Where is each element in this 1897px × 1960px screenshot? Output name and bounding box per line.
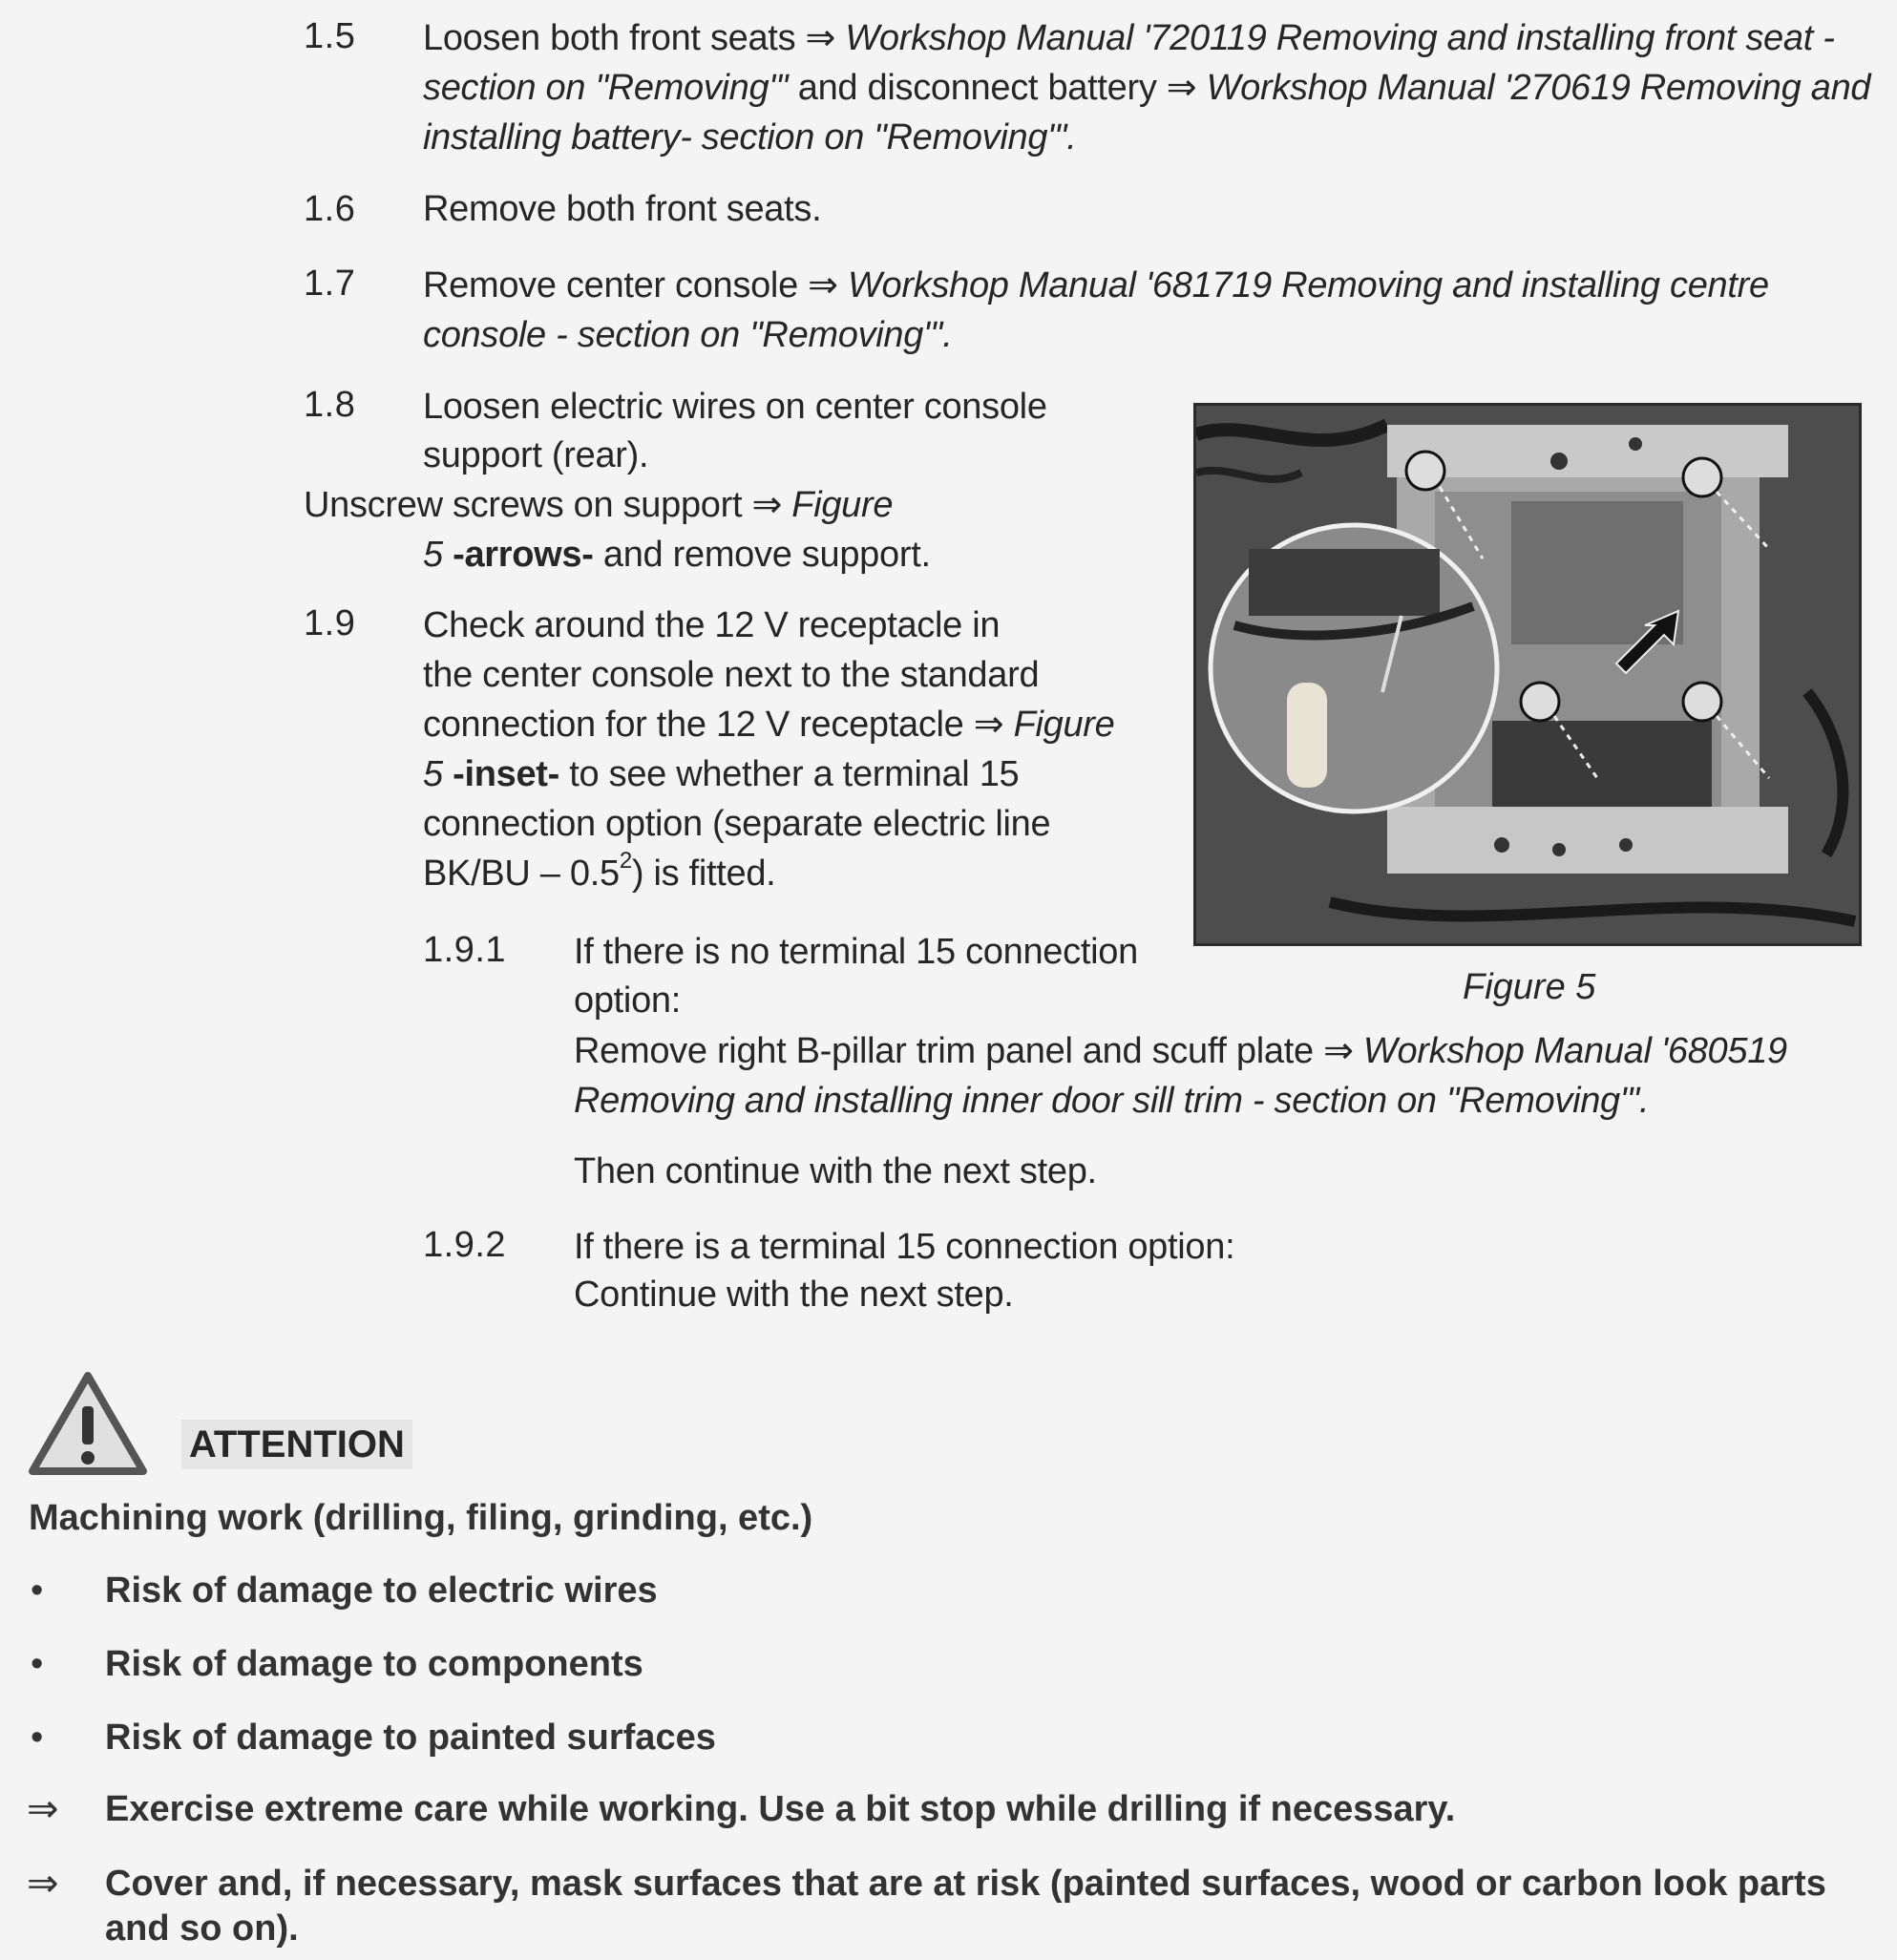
bullet-icon: • xyxy=(31,1570,44,1611)
step-text-1-6: Remove both front seats. xyxy=(423,189,822,229)
step-1-9-line4-rest: to see whether a terminal 15 xyxy=(559,754,1020,794)
step-1-9-line5: connection option (separate electric line xyxy=(423,804,1051,844)
attention-title: ATTENTION xyxy=(181,1420,412,1469)
step-1-9-line6-b: ) is fitted. xyxy=(631,854,776,894)
step-1-9-line6-a: BK/BU – 0.5 xyxy=(423,854,620,894)
figure-label-inset: -inset- xyxy=(442,754,560,794)
step-number-1-5: 1.5 xyxy=(304,16,356,56)
arrow-right-double-icon: ⇒ xyxy=(27,1788,59,1830)
figure-ref: Figure xyxy=(1003,705,1115,745)
attention-subtitle: Machining work (drilling, filing, grinding, etc.) xyxy=(29,1498,813,1538)
step-1-5-text-b: and disconnect battery xyxy=(788,68,1167,108)
step-1-8-line4 xyxy=(423,530,931,580)
step-1-8-line3-text: Unscrew screws on support xyxy=(304,485,752,525)
arrow-right-double-icon: ⇒ xyxy=(973,705,1004,745)
action-item: Exercise extreme care while working. Use a bit stop while drilling if necessary. xyxy=(105,1789,1456,1829)
arrow-right-double-icon: ⇒ xyxy=(751,485,783,525)
step-number-1-9-2: 1.9.2 xyxy=(423,1225,507,1265)
step-1-9-1-ref: Workshop Manual '680519 xyxy=(1353,1031,1787,1071)
step-1-5-ref2: Workshop Manual '270619 Removing and installing battery- section on "Removing"'. xyxy=(423,68,1871,158)
arrow-right-double-icon: ⇒ xyxy=(805,18,836,58)
figure-number: 5 xyxy=(423,754,443,794)
step-1-9-line2: the center console next to the standard xyxy=(423,655,1040,695)
figure-caption: Figure 5 xyxy=(1463,967,1596,1007)
action-item-cont: and so on). xyxy=(105,1908,299,1949)
arrow-right-double-icon: ⇒ xyxy=(1323,1031,1354,1071)
risk-item: Risk of damage to electric wires xyxy=(105,1570,658,1611)
arrow-right-double-icon: ⇒ xyxy=(1166,68,1197,108)
figure-number: 5 xyxy=(423,535,443,575)
step-1-9-line4 xyxy=(423,749,1019,799)
step-text-1-5 xyxy=(423,13,1874,162)
step-1-9-line1: Check around the 12 V receptacle in xyxy=(423,605,1001,645)
step-1-9-line3-text: connection for the 12 V receptacle xyxy=(423,705,974,745)
step-text-1-7 xyxy=(423,261,1779,360)
arrow-right-double-icon: ⇒ xyxy=(27,1863,59,1905)
step-1-9-1-line4 xyxy=(574,1076,1649,1126)
step-1-9-2-line2: Continue with the next step. xyxy=(574,1275,1014,1315)
step-1-5-ref: Workshop Manual '720119 Removing and installing front seat - section on "Removing"' xyxy=(423,18,1835,108)
step-1-8-line2: support (rear). xyxy=(423,435,649,475)
step-1-8-line4-rest: and remove support. xyxy=(593,535,931,575)
step-number-1-6: 1.6 xyxy=(304,189,356,229)
figure-ref: Figure xyxy=(782,485,894,525)
risk-item: Risk of damage to components xyxy=(105,1644,643,1684)
step-1-9-1-line1: If there is no terminal 15 connection xyxy=(574,932,1138,972)
step-1-8-line1: Loosen electric wires on center console xyxy=(423,387,1047,427)
step-1-5-text-a: Loosen both front seats xyxy=(423,18,806,58)
step-number-1-9: 1.9 xyxy=(304,603,356,643)
superscript: 2 xyxy=(619,848,632,875)
step-1-9-1-line3 xyxy=(574,1026,1891,1076)
arrow-right-double-icon: ⇒ xyxy=(808,265,838,306)
step-1-9-line6 xyxy=(423,849,775,898)
step-1-7-ref: Workshop Manual '681719 Removing and installing centre console - section on "Removing"'. xyxy=(423,265,1769,355)
figure-label-arrows: -arrows- xyxy=(442,535,594,575)
step-1-9-1-line2: option: xyxy=(574,980,681,1021)
step-1-9-2-line1: If there is a terminal 15 connection option: xyxy=(574,1227,1235,1267)
figure-5-illustration xyxy=(1196,406,1859,943)
warning-triangle-icon xyxy=(27,1370,149,1477)
action-item: Cover and, if necessary, mask surfaces that are at risk (painted surfaces, wood or carbon look parts xyxy=(105,1864,1826,1904)
step-1-9-1-line5: Then continue with the next step. xyxy=(574,1151,1097,1191)
step-number-1-8: 1.8 xyxy=(304,385,356,425)
step-1-7-text-a: Remove center console xyxy=(423,265,809,306)
bullet-icon: • xyxy=(31,1644,44,1684)
step-1-9-1-ref-cont: Removing and installing inner door sill trim - section on "Removing"'. xyxy=(574,1081,1650,1121)
step-1-8-line3 xyxy=(304,480,893,530)
step-number-1-9-1: 1.9.1 xyxy=(423,930,507,970)
step-1-9-line3 xyxy=(423,700,1114,749)
step-number-1-7: 1.7 xyxy=(304,263,356,304)
bullet-icon: • xyxy=(31,1718,44,1758)
step-1-9-1-line3-text: Remove right B-pillar trim panel and scuff plate xyxy=(574,1031,1324,1071)
risk-item: Risk of damage to painted surfaces xyxy=(105,1718,716,1758)
figure-5-photo xyxy=(1193,403,1862,946)
